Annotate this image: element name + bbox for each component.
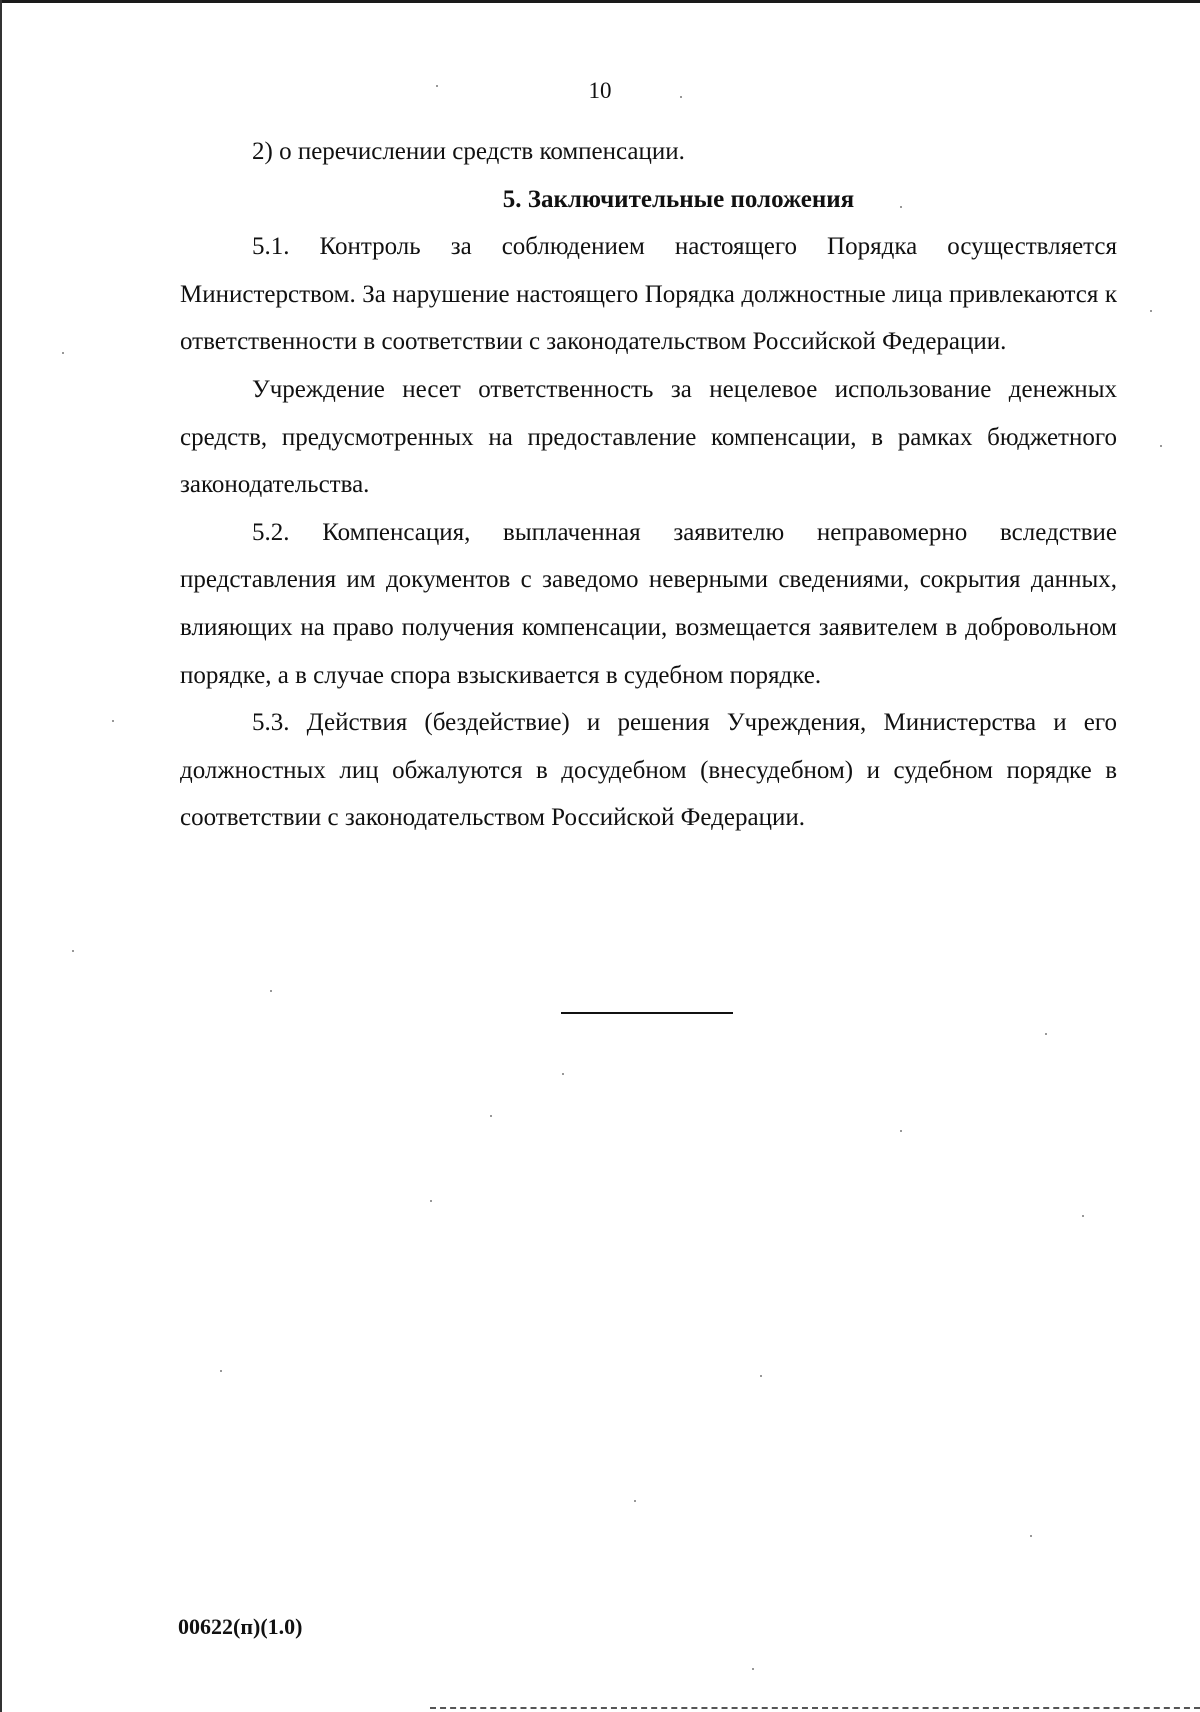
scan-speck	[1160, 445, 1162, 447]
scan-speck	[680, 96, 682, 98]
scan-speck	[72, 950, 74, 952]
scan-speck	[430, 1200, 432, 1202]
scan-speck	[900, 1130, 902, 1132]
scan-edge-bottom	[430, 1707, 1200, 1711]
scan-speck	[436, 85, 438, 87]
page-number: 10	[588, 78, 612, 103]
scan-speck	[112, 720, 114, 722]
scan-speck	[220, 1370, 222, 1372]
scan-speck	[490, 1115, 492, 1117]
paragraph-5-2: 5.2. Компенсация, выплаченная заявителю неправомерно вследствие представления им документов с заведомо неверными сведениями, сокрытия данных, влияющих на право получения компенсации, возмещается заявителем в добровольном порядке, а в случае спора взыскивается в судебном порядке.	[180, 518, 1117, 689]
scan-edge-top	[0, 0, 1200, 3]
scan-speck	[1045, 1033, 1047, 1035]
scan-edge-left	[0, 0, 2, 1712]
document-code: 00622(п)(1.0)	[178, 1614, 303, 1639]
scan-speck	[270, 990, 272, 992]
paragraph-5-1-liability: Учреждение несет ответственность за нецелевое использование денежных средств, предусмотренных на предоставление компенсации, в рамках бюджетного законодательства.	[180, 375, 1117, 499]
scan-speck	[1150, 310, 1152, 312]
intro-item: 2) о перечислении средств компенсации.	[252, 138, 685, 165]
document-body	[180, 128, 1117, 842]
scan-speck	[1082, 1215, 1084, 1217]
scan-speck	[62, 352, 64, 354]
scan-speck	[752, 1668, 754, 1670]
scan-speck	[1030, 1535, 1032, 1537]
scan-speck	[562, 1073, 564, 1075]
scan-speck	[760, 1375, 762, 1377]
scan-speck	[634, 1500, 636, 1502]
end-divider-line	[561, 1012, 733, 1014]
paragraph-5-3: 5.3. Действия (бездействие) и решения Учреждения, Министерства и его должностных лиц обжалуются в досудебном (внесудебном) и судебном порядке в соответствии с законодательством Российской Федерации.	[180, 709, 1117, 832]
scan-speck	[900, 206, 902, 208]
paragraph-5-1: 5.1. Контроль за соблюдением настоящего Порядка осуществляется Министерством. За нарушение настоящего Порядка должностные лица привлекаются к ответственности в соответствии с законодательством Российской Федерации.	[180, 233, 1117, 356]
section-heading: 5. Заключительные положения	[502, 185, 855, 213]
